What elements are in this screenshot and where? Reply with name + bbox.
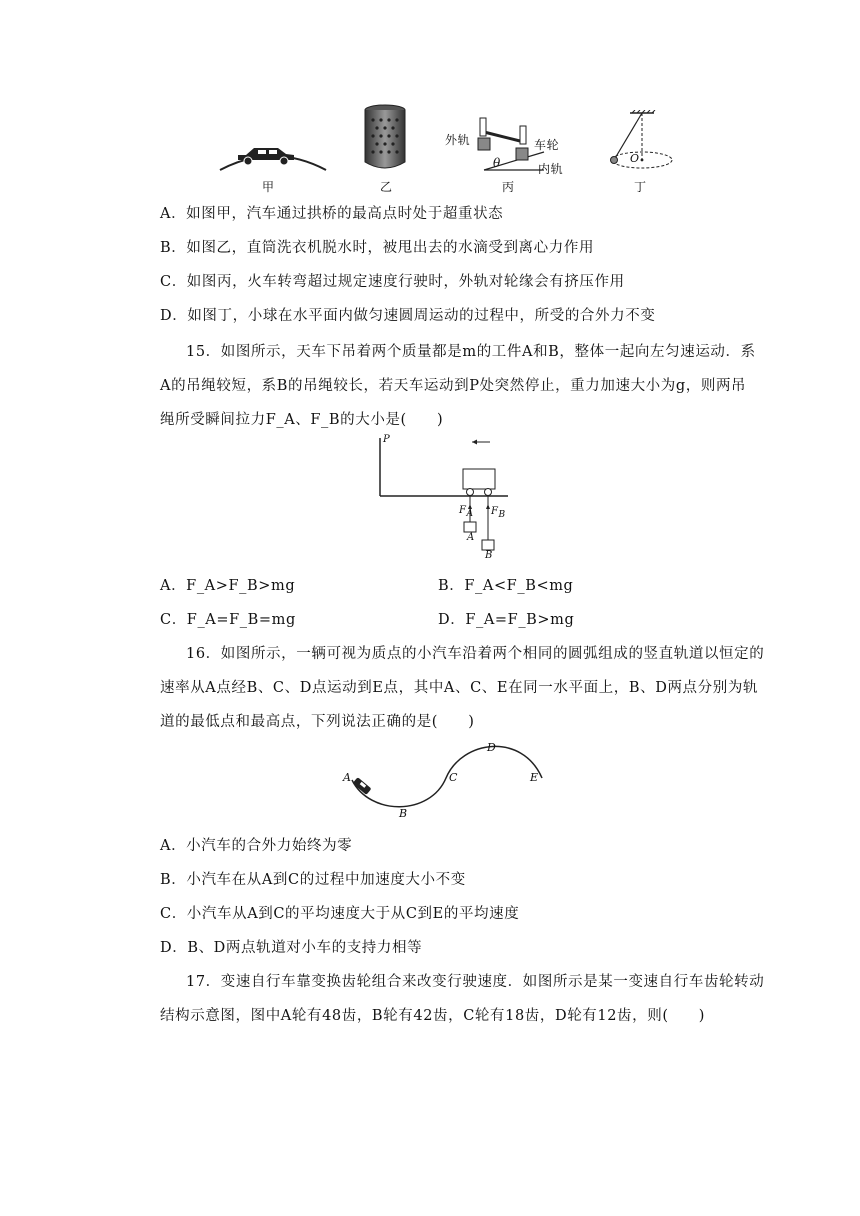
label-theta: θ xyxy=(493,156,501,170)
q15-label-FB-main: F xyxy=(491,506,499,517)
label-outer-rail: 外轨 xyxy=(445,133,471,147)
q15-stem-line-2: A的吊绳较短，系B的吊绳较长，若天车运动到P处突然停止，重力加速大小为g，则两吊 xyxy=(160,378,747,394)
caption-bing: 丙 xyxy=(501,180,514,194)
label-wheel: 车轮 xyxy=(534,138,560,152)
q16-option-c: C．小汽车从A到C的平均速度大于从C到E的平均速度 xyxy=(160,906,520,922)
q16-option-d: D．B、D两点轨道对小车的支持力相等 xyxy=(160,940,423,956)
q16-option-b: B．小汽车在从A到C的过程中加速度大小不变 xyxy=(160,872,466,888)
q15-label-FB xyxy=(491,506,506,520)
q15-stem-line-1: 15．如图所示，天车下吊着两个质量都是m的工件A和B，整体一起向左匀速运动．系 xyxy=(186,344,756,360)
label-inner-rail: 内轨 xyxy=(538,162,564,176)
q15-option-b: B．F_A<F_B<mg xyxy=(438,578,574,594)
q16-label-B: B xyxy=(399,807,408,820)
q15-label-P: P xyxy=(383,434,391,445)
q16-label-C: C xyxy=(449,771,459,784)
figure-yi xyxy=(361,104,409,178)
figure-jia xyxy=(218,122,328,176)
caption-jia: 甲 xyxy=(261,180,274,194)
q17-stem-line-1: 17．变速自行车靠变换齿轮组合来改变行驶速度．如图所示是某一变速自行车齿轮转动 xyxy=(186,974,765,990)
figure-q15-crane xyxy=(370,436,520,570)
label-ding-O: O xyxy=(630,152,640,165)
q16-option-a: A．小汽车的合外力始终为零 xyxy=(160,838,353,854)
q15-label-A: A xyxy=(467,532,475,543)
q15-label-FA xyxy=(459,505,474,519)
q14-option-c: C．如图丙，火车转弯超过规定速度行驶时，外轨对轮缘会有挤压作用 xyxy=(160,274,625,290)
caption-yi: 乙 xyxy=(379,180,392,194)
q15-label-FA-main: F xyxy=(459,505,467,516)
figure-ding xyxy=(606,110,678,176)
q15-option-a: A．F_A>F_B>mg xyxy=(160,578,296,594)
q16-label-A: A xyxy=(343,771,352,784)
q16-label-D: D xyxy=(487,741,497,754)
q14-option-b: B．如图乙，直筒洗衣机脱水时，被甩出去的水滴受到离心力作用 xyxy=(160,240,595,256)
q15-label-B: B xyxy=(485,550,493,561)
q16-stem-line-3: 道的最低点和最高点，下列说法正确的是( ) xyxy=(160,714,475,730)
q14-option-d: D．如图丁，小球在水平面内做匀速圆周运动的过程中，所受的合外力不变 xyxy=(160,308,656,324)
q15-option-d: D．F_A=F_B>mg xyxy=(438,612,575,628)
q15-stem-line-3: 绳所受瞬间拉力F_A、F_B的大小是( ) xyxy=(160,412,444,428)
q16-stem-line-2: 速率从A点经B、C、D点运动到E点，其中A、C、E在同一水平面上，B、D两点分别为轨 xyxy=(160,680,759,696)
q15-label-FB-sub: B xyxy=(498,510,506,520)
q15-option-c: C．F_A=F_B=mg xyxy=(160,612,296,628)
q15-label-FA-sub: A xyxy=(466,509,474,519)
q14-option-a: A．如图甲，汽车通过拱桥的最高点时处于超重状态 xyxy=(160,206,504,222)
q17-stem-line-2: 结构示意图，图中A轮有48齿，B轮有42齿，C轮有18齿，D轮有12齿，则( ) xyxy=(160,1008,706,1024)
caption-ding: 丁 xyxy=(633,180,646,194)
q16-stem-line-1: 16．如图所示，一辆可视为质点的小汽车沿着两个相同的圆弧组成的竖直轨道以恒定的 xyxy=(186,646,765,662)
q16-label-E: E xyxy=(530,771,539,784)
